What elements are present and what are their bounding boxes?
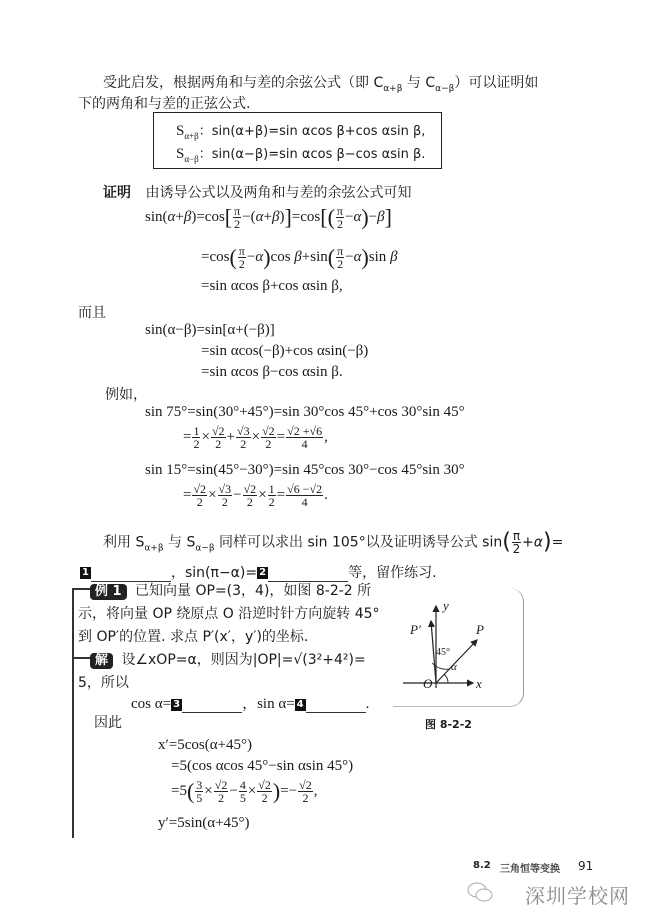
fig-label-p: P	[476, 622, 484, 637]
examples-label: 例如，	[105, 387, 147, 403]
wechat-icon	[466, 880, 494, 904]
footer-section: 8.2	[473, 860, 491, 871]
fig-label-45: 45°	[436, 647, 450, 658]
proof-line-2: =cos( $\frac{\pi}{2}$ −α)cos β+sin( $\frac{\pi}{2}$ −α)sin β	[201, 244, 398, 271]
fig-label-x: x	[476, 676, 482, 691]
blank-2-marker: 2	[257, 567, 268, 579]
sin15-line-2: = $\frac{√2}{2}$ × $\frac{√3}{2}$ − $\frac{√2}{2}$ × $\frac{1}{2}$ = $\frac{√6 -√2}{4}$ .	[183, 482, 328, 509]
blank-3-input[interactable]	[182, 698, 242, 713]
example-tag-rule	[72, 588, 90, 590]
fig-label-origin: O	[423, 676, 433, 691]
watermark: 深圳学校网	[525, 884, 630, 908]
sin75-line-1: sin 75°=sin(30°+45°)=sin 30°cos 45°+cos 30°sin 45°	[145, 404, 465, 420]
solution-tag-rule	[72, 657, 90, 659]
solution-line-1: 解 设∠xOP=α，则因为|OP|=√(3²+4²)=	[90, 649, 366, 669]
proof-label: 证明	[103, 185, 131, 201]
figure-caption: 图 8-2-2	[425, 718, 472, 731]
y-line-1: y′=5sin(α+45°)	[158, 815, 250, 831]
example-left-rule	[72, 588, 74, 838]
solution-tag: 解	[90, 653, 113, 669]
proof2-line-2: =sin αcos(−β)+cos αsin(−β)	[201, 343, 369, 359]
exercise-line-1: 利用 $S_{\alpha+\beta}$ 与 $S_{\alpha-\beta}$ 同样可以求出 sin 105°以及证明诱导公式 sin( $\frac{\pi}{2}$ +α)=	[103, 529, 564, 556]
fig-label-alpha: α	[451, 661, 457, 673]
footer-title: 三角恒等变换	[500, 864, 560, 875]
solution-blanks: cos α= 3 ，sin α= 4 .	[131, 696, 370, 712]
example1-line-2: 示，将向量 OP 绕原点 O 沿逆时针方向旋转 45°	[78, 606, 380, 622]
formula-sum: $S_{\alpha+\beta}$：sin(α+β)=sin αcos β+cos αsin β,	[176, 123, 426, 141]
sin75-line-2: = $\frac{1}{2}$ × $\frac{√2}{2}$ + $\frac{√3}{2}$ × $\frac{√2}{2}$ = $\frac{√2 +√6}{4}$ ,	[183, 424, 328, 451]
example1-line-1: 例 1 已知向量 OP=(3，4)，如图 8-2-2 所	[90, 580, 371, 600]
formula-diff: $S_{\alpha-\beta}$：sin(α−β)=sin αcos β−cos αsin β.	[176, 146, 426, 164]
blank-1-marker: 1	[80, 567, 91, 579]
blank-4-marker: 4	[295, 699, 306, 711]
sin15-line-1: sin 15°=sin(45°−30°)=sin 45°cos 30°−cos 45°sin 30°	[145, 462, 465, 478]
proof2-line-3: =sin αcos β−cos αsin β.	[201, 364, 343, 380]
proof-line-3: =sin αcos β+cos αsin β,	[201, 278, 343, 294]
proof2-line-1: sin(α−β)=sin[α+(−β)]	[145, 322, 275, 338]
page-number: 91	[578, 859, 594, 873]
and-label: 而且	[78, 305, 106, 321]
x-line-2: =5(cos αcos 45°−sin αsin 45°)	[171, 758, 354, 774]
example-1-tag: 例 1	[90, 584, 127, 600]
blank-4-input[interactable]	[306, 698, 366, 713]
example1-line-3: 到 OP′的位置. 求点 P′(x′，y′)的坐标.	[78, 629, 309, 645]
coordinate-figure	[393, 588, 523, 698]
fig-label-p-prime: P′	[410, 622, 421, 637]
intro-line-2: 下的两角和与差的正弦公式.	[78, 96, 251, 112]
blank-3-marker: 3	[171, 699, 182, 711]
exercise-line-2: 1 ，sin(π−α)= 2 等，留作练习.	[80, 562, 437, 582]
intro-line-1: 受此启发，根据两角和与差的余弦公式（即 $C_{\alpha+\beta}$ 与 $C_{\alpha-\beta}$）可以证明如	[103, 75, 539, 94]
fig-label-y: y	[443, 598, 449, 613]
proof-line-1: sin(α+β)=cos[ $\frac{\pi}{2}$ −(α+β)]=cos[( $\frac{\pi}{2}$ −α)−β]	[145, 204, 392, 231]
solution-line-2: 5，所以	[78, 675, 129, 691]
proof-heading: 证明 由诱导公式以及两角和与差的余弦公式可知	[103, 185, 412, 201]
x-line-1: x′=5cos(α+45°)	[158, 737, 253, 753]
hence-label: 因此	[94, 715, 122, 731]
x-line-3: =5( $\frac{3}{5}$ × $\frac{√2}{2}$ − $\frac{4}{5}$ × $\frac{√2}{2}$ )=− $\frac{√2}{2}$ ,	[171, 778, 318, 805]
